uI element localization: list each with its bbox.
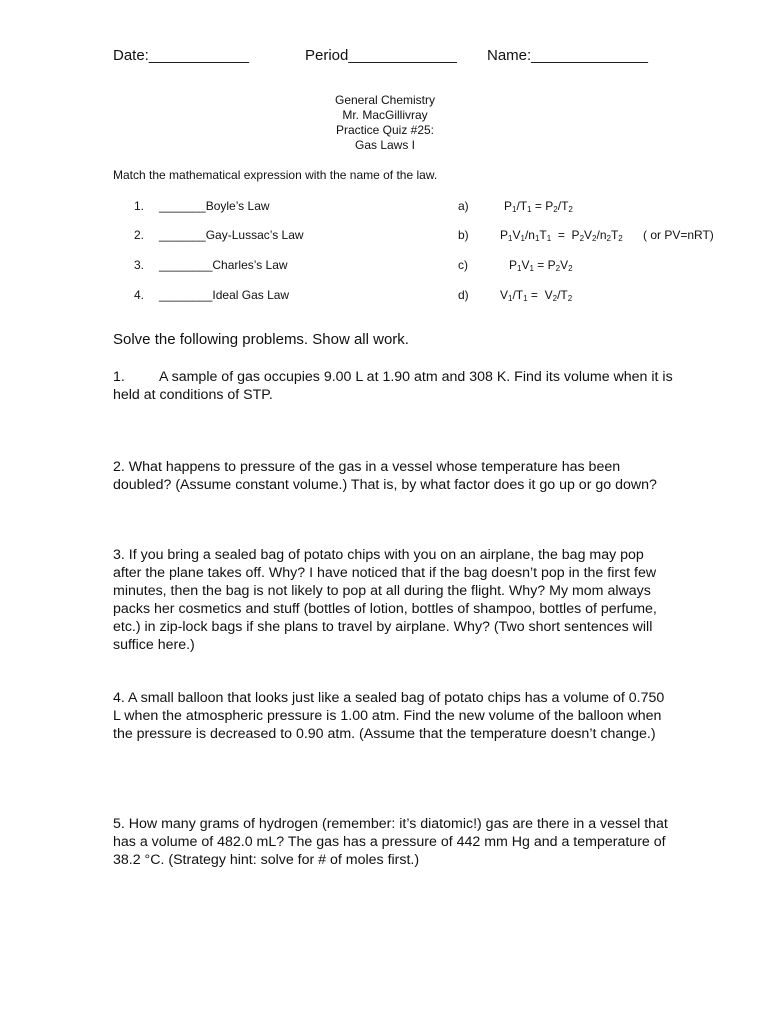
match-law: ________Ideal Gas Law bbox=[159, 288, 290, 302]
match-number: 1. bbox=[134, 199, 145, 213]
match-law: ________Charles’s Law bbox=[159, 258, 288, 272]
date-field: Date:____________ bbox=[113, 47, 249, 64]
problems-heading: Solve the following problems. Show all work. bbox=[113, 331, 409, 348]
teacher-name: Mr. MacGillivray bbox=[342, 108, 428, 122]
match-law: _______Boyle’s Law bbox=[159, 199, 270, 213]
problem-5: 5. How many grams of hydrogen (remember: it’s diatomic!) gas are there in a vessel that has a volume of 482.0 mL? The gas has a pressure of 442 mm Hg and a temperature of 38.2 °C. (Strategy hint: solve for # of moles first.) bbox=[113, 816, 668, 868]
expression-a: $P_1/T_1 = P_2/T_2$ bbox=[504, 199, 573, 214]
match-row-3 bbox=[0, 258, 770, 276]
match-row-2 bbox=[0, 228, 770, 246]
title-block bbox=[0, 93, 770, 153]
ideal-gas-note: ( or PV=nRT) bbox=[643, 228, 714, 242]
expression-c: $P_1V_1 = P_2V_2$ bbox=[509, 258, 573, 273]
match-number: 3. bbox=[134, 258, 145, 272]
problem-3: 3. If you bring a sealed bag of potato chips with you on an airplane, the bag may pop after the plane takes off. Why? I have noticed that if the bag doesn’t pop in the first few minutes, then the bag is not likely to pop at all during the flight. Why? My mom always packs her cosmetics and stuff (bottles of lotion, bottles of shampoo, bottles of perfume, etc.) in zip-lock bags if she plans to travel by airplane. Why? (Two short sentences will suffice here.) bbox=[113, 547, 657, 653]
problem-2: 2. What happens to pressure of the gas in a vessel whose temperature has been doubled? (Assume constant volume.) That is, by what factor does it go up or go down? bbox=[113, 459, 657, 493]
quiz-topic: Gas Laws I bbox=[354, 138, 416, 152]
match-number: 4. bbox=[134, 288, 145, 302]
name-field: Name:______________ bbox=[487, 47, 648, 64]
match-letter: a) bbox=[458, 199, 469, 213]
problem-1-number: 1. bbox=[113, 369, 125, 385]
period-field: Period_____________ bbox=[305, 47, 457, 64]
course-title: General Chemistry bbox=[334, 93, 436, 107]
quiz-title: Practice Quiz #25: bbox=[335, 123, 435, 137]
match-row-1 bbox=[0, 199, 770, 217]
match-number: 2. bbox=[134, 228, 145, 242]
match-letter: b) bbox=[458, 228, 469, 242]
expression-d: $V_1/T_1 = V_2/T_2$ bbox=[500, 288, 573, 303]
match-letter: d) bbox=[458, 288, 469, 302]
match-letter: c) bbox=[458, 258, 468, 272]
problem-1-text: A sample of gas occupies 9.00 L at 1.90 atm and 308 K. Find its volume when it is held at conditions of STP. bbox=[113, 369, 673, 403]
problem-1 bbox=[113, 368, 673, 404]
problem-4: 4. A small balloon that looks just like a sealed bag of potato chips has a volume of 0.750 L when the atmospheric pressure is 1.00 atm. Find the new volume of the balloon when the pressure is decreased to 0.90 atm. (Assume that the temperature doesn’t change.) bbox=[113, 690, 665, 742]
expression-b: $P_1V_1/n_1T_1 = P_2V_2/n_2T_2$ bbox=[500, 228, 623, 243]
match-row-4 bbox=[0, 288, 770, 306]
match-law: _______Gay-Lussac’s Law bbox=[159, 228, 304, 242]
matching-instructions: Match the mathematical expression with the name of the law. bbox=[113, 168, 438, 182]
